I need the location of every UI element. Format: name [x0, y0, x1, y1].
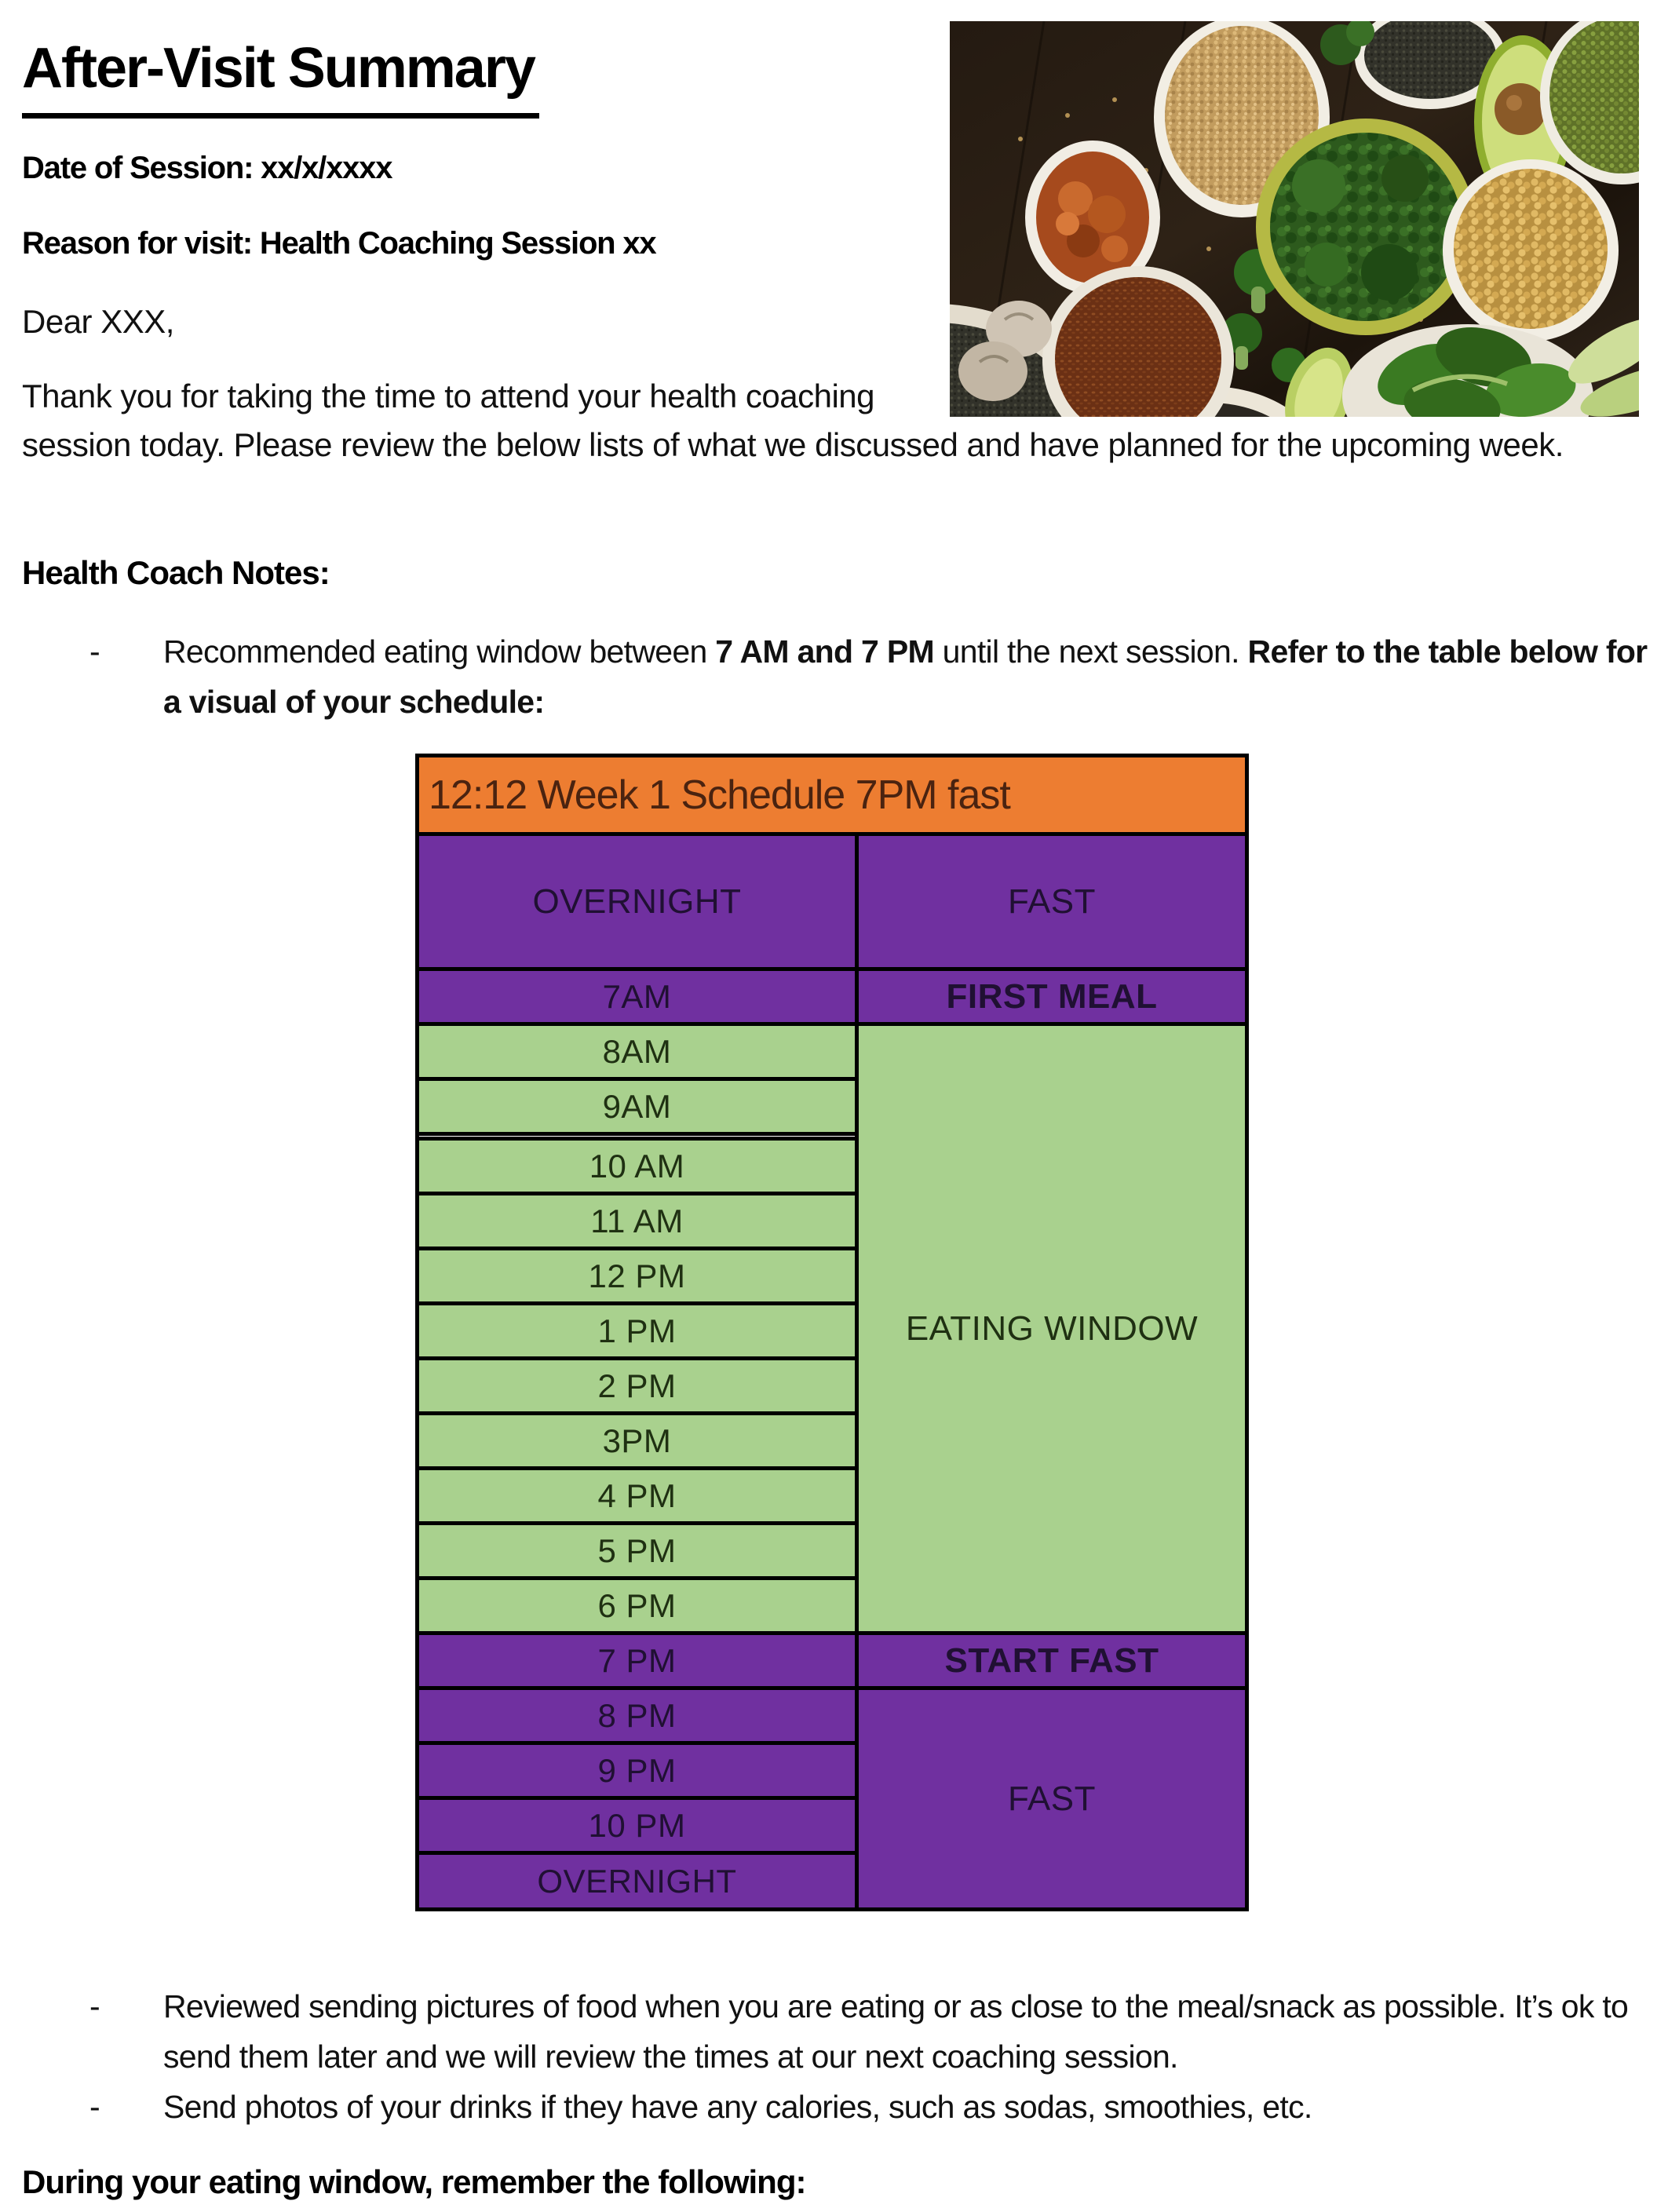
bullet-dash: - — [89, 633, 100, 670]
eating-window-cell: EATING WINDOW — [857, 1024, 1247, 1633]
table-row — [418, 834, 1247, 969]
fast-window-cell: FAST — [857, 1688, 1247, 1910]
schedule-title-cell: 12:12 Week 1 Schedule 7PM fast — [418, 756, 1247, 834]
salutation: Dear XXX, — [22, 303, 174, 340]
table-row — [418, 969, 1247, 1024]
date-of-session-line: Date of Session: xx/x/xxxx — [22, 151, 392, 185]
healthy-food-illustration — [950, 21, 1639, 417]
follow-up-notes-list — [22, 1981, 1655, 2132]
bullet-dash: - — [89, 2089, 100, 2125]
health-coach-notes-heading: Health Coach Notes: — [22, 554, 330, 591]
first-meal-cell: FIRST MEAL — [857, 969, 1247, 1024]
table-row — [418, 1688, 1247, 1743]
hour-cell-9am: 9AM — [418, 1079, 857, 1134]
hour-cell-7am: 7AM — [418, 969, 857, 1024]
table-row — [418, 1633, 1247, 1688]
intro-paragraph: Thank you for taking the time to attend your health coaching session today. Please review the below lists of what we discussed and have planned for the upcoming week. — [22, 372, 1637, 469]
table-row — [418, 756, 1247, 834]
hour-cell-3pm: 3PM — [418, 1414, 857, 1469]
eating-window-reminder-heading: During your eating window, remember the following: — [22, 2163, 806, 2200]
hour-cell-overnight: OVERNIGHT — [418, 1853, 857, 1910]
hour-cell-8pm: 8 PM — [418, 1688, 857, 1743]
hour-cell-2pm: 2 PM — [418, 1359, 857, 1414]
reason-for-visit-line: Reason for visit: Health Coaching Session xx — [22, 226, 656, 261]
bullet-dash: - — [89, 1988, 100, 2024]
healthy-food-photo — [950, 21, 1639, 417]
hour-cell-8am: 8AM — [418, 1024, 857, 1079]
hour-cell-10pm: 10 PM — [418, 1798, 857, 1853]
fasting-schedule-table — [415, 754, 1249, 1911]
hour-cell-11am: 11 AM — [418, 1194, 857, 1249]
page-title: After-Visit Summary — [22, 36, 539, 119]
hour-cell-12pm: 12 PM — [418, 1249, 857, 1304]
list-item: - Recommended eating window between 7 AM and 7 PM until the next session. Refer to the table below for a visual of your schedule: — [22, 626, 1655, 727]
list-item: - Send photos of your drinks if they have any calories, such as sodas, smoothies, etc. — [22, 2082, 1655, 2132]
hour-cell-6pm: 6 PM — [418, 1579, 857, 1633]
hour-cell-1pm: 1 PM — [418, 1304, 857, 1359]
health-coach-notes-list — [22, 626, 1655, 727]
hour-cell-9pm: 9 PM — [418, 1743, 857, 1798]
hour-cell-5pm: 5 PM — [418, 1524, 857, 1579]
hour-cell-4pm: 4 PM — [418, 1469, 857, 1524]
fast-header-cell: FAST — [857, 834, 1247, 969]
overnight-cell: OVERNIGHT — [418, 834, 857, 969]
start-fast-cell: START FAST — [857, 1633, 1247, 1688]
table-row — [418, 1024, 1247, 1079]
list-item: - Reviewed sending pictures of food when you are eating or as close to the meal/snack as possible. It’s ok to send them later and we will review the times at our next coaching session. — [22, 1981, 1655, 2082]
hour-cell-10am: 10 AM — [418, 1139, 857, 1194]
hour-cell-7pm: 7 PM — [418, 1633, 857, 1688]
